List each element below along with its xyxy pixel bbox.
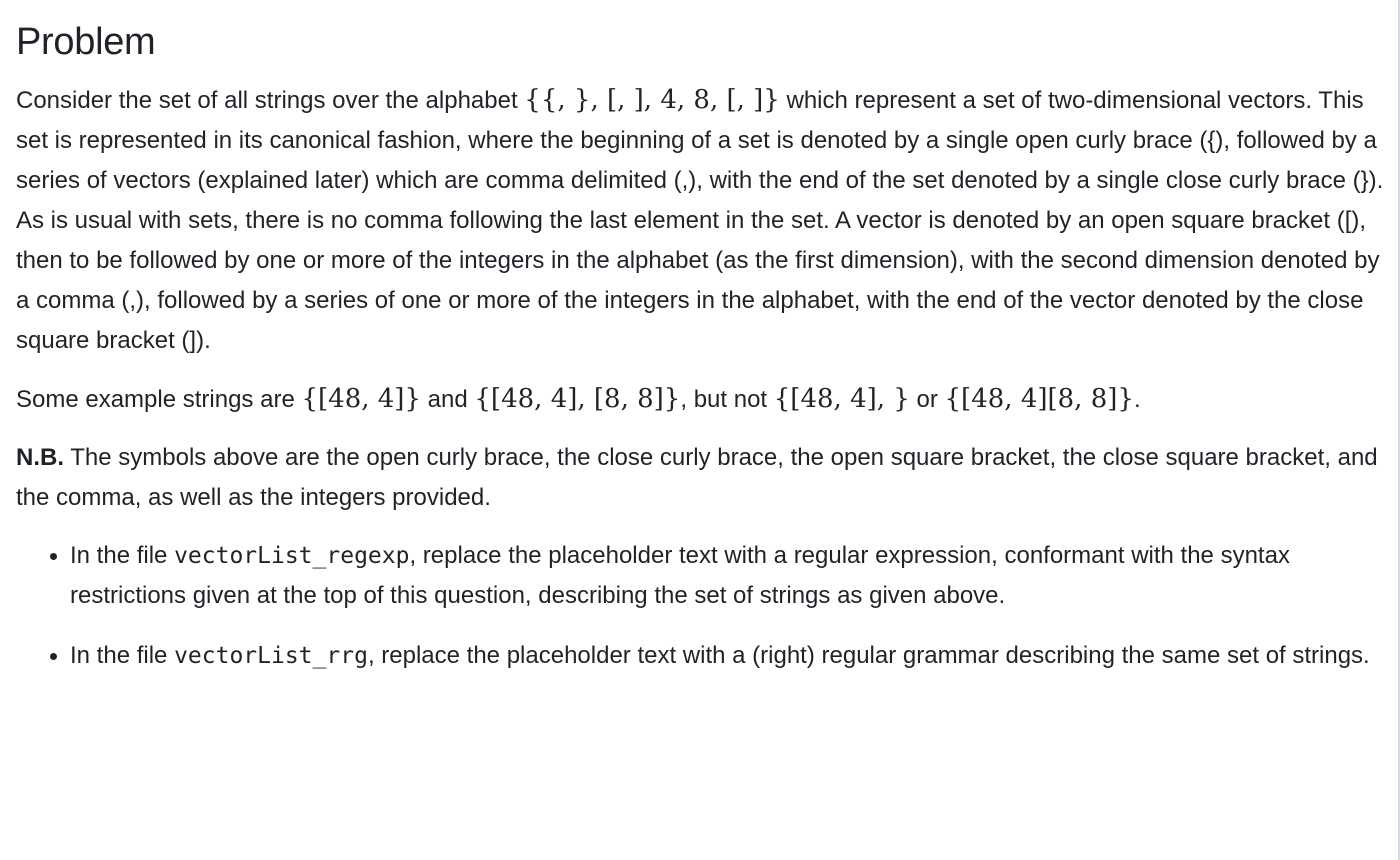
example-invalid-2: {[48, 4][8, 8]} [944, 384, 1134, 414]
note-paragraph [16, 438, 1384, 518]
alphabet-math: {{, }, [, ], 4, 8, [, ]} [524, 85, 780, 115]
description-intro: Consider the set of all strings over the alphabet [16, 87, 525, 114]
filename-regexp: vectorList_regexp [174, 543, 410, 569]
examples-end: . [1133, 386, 1141, 413]
task-item-regexp [70, 536, 1384, 616]
note-label: N.B. [16, 444, 64, 471]
examples-but-not: , but not [680, 386, 774, 413]
description-paragraph [16, 80, 1384, 361]
examples-and: and [421, 386, 475, 413]
examples-intro: Some example strings are [16, 386, 302, 413]
task-text-pre: In the file [70, 642, 175, 669]
task-item-rrg [70, 636, 1384, 676]
task-text-post: , replace the placeholder text with a regular expression, conformant with the syntax restrictions given at the top of this question, describing the set of strings as given above. [70, 542, 1290, 609]
filename-rrg: vectorList_rrg [174, 643, 368, 669]
task-text-post: , replace the placeholder text with a (right) regular grammar describing the same set of strings. [367, 642, 1370, 669]
examples-or: or [909, 386, 945, 413]
page-title: Problem [16, 21, 156, 63]
task-list [16, 536, 1384, 676]
examples-paragraph [16, 379, 1384, 420]
example-invalid-1: {[48, 4], } [773, 384, 910, 414]
example-valid-2: {[48, 4], [8, 8]} [474, 384, 681, 414]
example-valid-1: {[48, 4]} [301, 384, 421, 414]
problem-document [16, 0, 1384, 860]
task-text-pre: In the file [70, 542, 175, 569]
note-text: The symbols above are the open curly brace, the close curly brace, the open square bracket, the close square bracket, and the comma, as well as the integers provided. [16, 444, 1378, 511]
description-body: which represent a set of two-dimensional vectors. This set is represented in its canonical fashion, where the beginning of a set is denoted by a single open curly brace ({), followed by a series of vectors (explained later) which are comma delimited (,), with the end of the set denoted by a single close curly brace (}). As is usual with sets, there is no comma following the last element in the set. A vector is denoted by an open square bracket ([), then to be followed by one or more of the integers in the alphabet (as the first dimension), with the second dimension denoted by a comma (,), followed by a series of one or more of the integers in the alphabet, with the end of the vector denoted by the close square bracket (]). [16, 87, 1384, 354]
